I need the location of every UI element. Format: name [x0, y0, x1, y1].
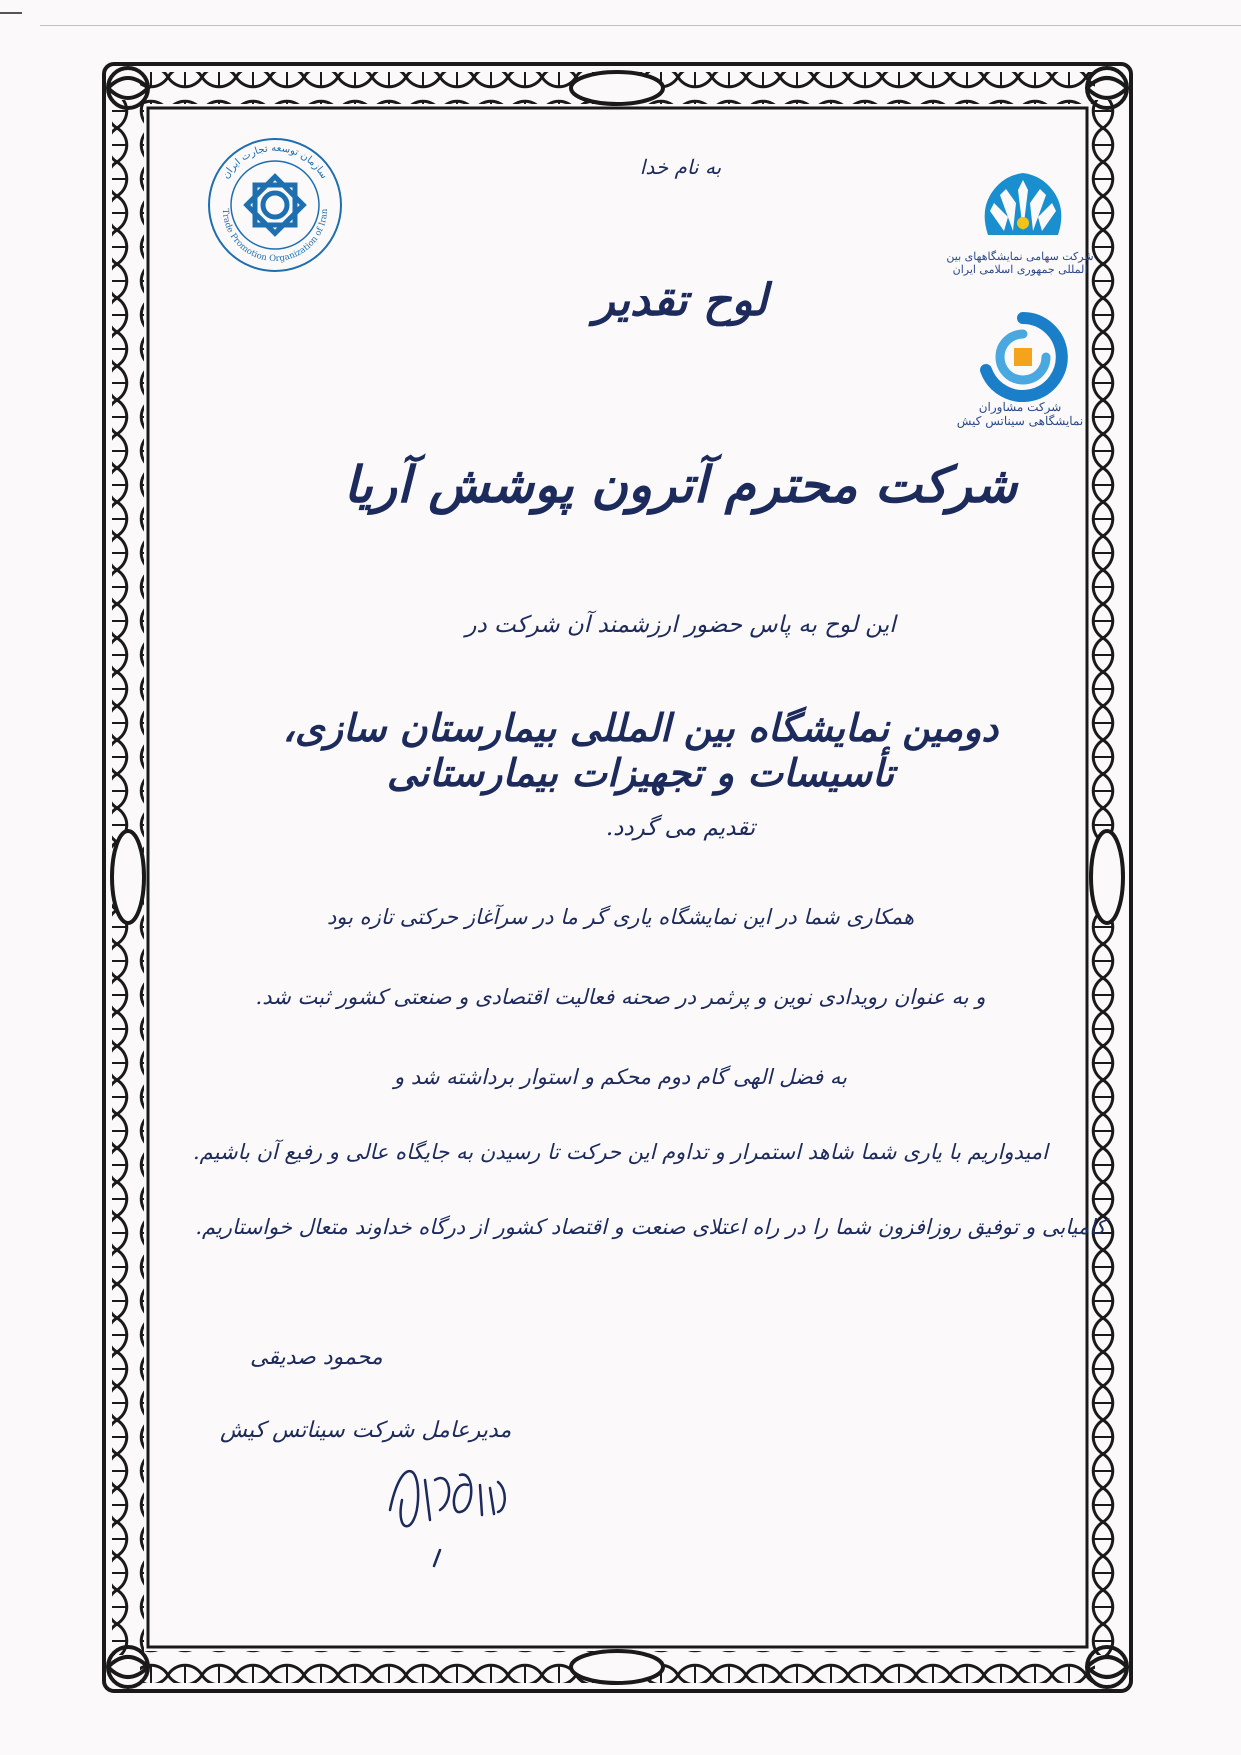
presented-line: تقدیم می گردد. — [605, 815, 756, 841]
certificate-title: لوح تقدیر — [593, 275, 768, 326]
paragraph-3: به فضل الهی گام دوم محکم و استوار برداشته شد و — [394, 1065, 847, 1089]
handwritten-signature — [380, 1440, 560, 1570]
signer-organization: مدیرعامل شرکت سیناتس کیش — [220, 1418, 512, 1443]
signer-name: محمود صدیقی — [250, 1345, 383, 1370]
exhibition-name: دومین نمایشگاه بین المللی بیمارستان سازی، تأسیسات و تجهیزات بیمارستانی — [282, 705, 999, 795]
svg-text:سازمان توسعه تجارت ایران: سازمان توسعه تجارت ایران — [220, 142, 330, 181]
paragraph-2: و به عنوان رویدادی نوین و پرثمر در صحنه فعالیت اقتصادی و صنعتی کشور ثبت شد. — [255, 985, 986, 1009]
paragraph-1: همکاری شما در این نمایشگاه یاری گر ما در سرآغاز حرکتی تازه بود — [326, 905, 915, 929]
bismillah: به نام خدا — [639, 155, 722, 179]
certificate-body — [160, 0, 1106, 1755]
recipient-company: شرکت محترم آترون پوشش آریا — [343, 455, 1018, 514]
svg-text:Trade Promotion Organization o: Trade Promotion Organization of Iran — [219, 208, 331, 265]
scan-edge-mark — [0, 12, 22, 14]
international-exhibitions-caption: شرکت سهامی نمایشگاههای بین المللی جمهوری اسلامی ایران — [946, 250, 1094, 276]
intro-line: این لوح به پاس حضور ارزشمند آن شرکت در — [465, 612, 896, 638]
paragraph-5: کامیابی و توفیق روزافزون شما را در راه اعتلای صنعت و اقتصاد کشور از درگاه خداوند متعال خواستاریم. — [195, 1215, 1106, 1239]
sinatas-kish-caption: شرکت مشاوران نمایشگاهی سیناتس کیش — [956, 400, 1084, 428]
paragraph-4: امیدواریم با یاری شما شاهد استمرار و تداوم این حرکت تا رسیدن به جایگاه عالی و رفیع آن باشیم. — [193, 1140, 1048, 1164]
